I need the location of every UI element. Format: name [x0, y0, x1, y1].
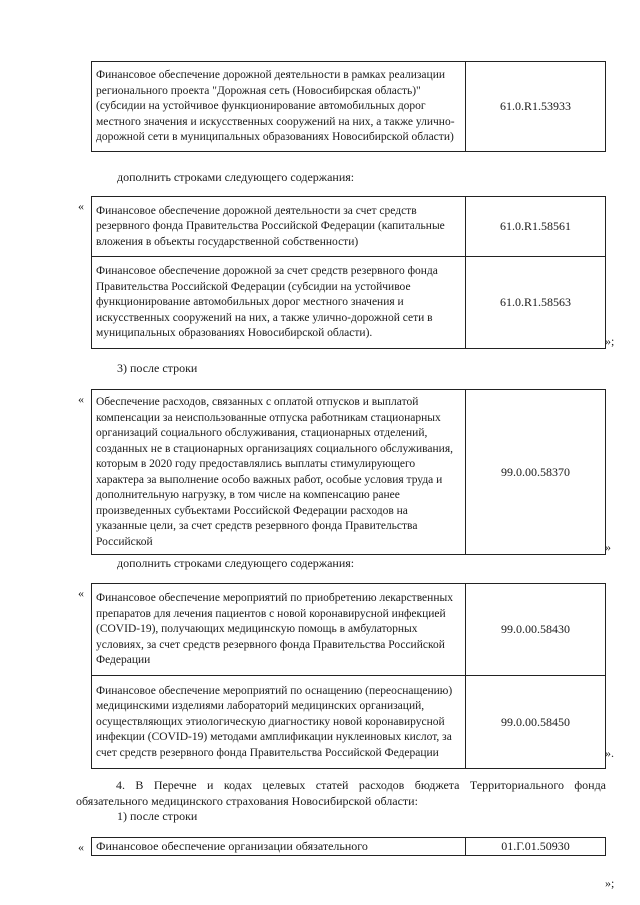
row-code: 99.0.00.58370 [466, 390, 606, 555]
row-description: Финансовое обеспечение мероприятий по приобретению лекарственных препаратов для лечения пациентов с новой коронавирусной инфекцией (COVID-19), получающих медицинскую помощь в амбулаторных условиях, за счет средств резервного фонда Правительства Российской Федерации [92, 584, 466, 676]
row-description: Обеспечение расходов, связанных с оплатой отпусков и выплатой компенсации за неиспользованные отпуска работникам стационарных организаций социального обслуживания, стационарных отделений, созданных не в стационарных организациях социального обслуживания, которым в 2020 году предоставлялись выплаты стимулирующего характера за выполнение особо важных работ, особые условия труда и дополнительную нагрузку, в том числе на компенсацию ранее произведенных субъектами Российской Федерации расходов на указанные цели, за счет средств резервного фонда Правительства Российской [92, 390, 466, 555]
row-code: 61.0.R1.58561 [466, 197, 606, 257]
row-code: 99.0.00.58430 [466, 584, 606, 676]
row-code: 99.0.00.58450 [466, 676, 606, 769]
table-row [92, 584, 606, 676]
row-description: Финансовое обеспечение мероприятий по оснащению (переоснащению) медицинскими изделиями лабораторий медицинских организаций, осуществляющих этиологическую диагностику новой коронавирусной инфекции (COVID-19) методами амплификации нуклеиновых кислот, за счет средств резервного фонда Правительства Российской Федерации [92, 676, 466, 769]
close-mark: » [605, 540, 611, 554]
table-row [92, 62, 606, 152]
open-quote: « [78, 586, 84, 600]
row-code: 61.0.R1.53933 [466, 62, 606, 152]
row-description: Финансовое обеспечение дорожной деятельности в рамках реализации регионального проекта "Дорожная сеть (Новосибирская область)" (субсидии на устойчивое функционирование автомобильных дорог местного значения и искусственных сооружений на них, а также улично-дорожной сети в муниципальных образованиях Новосибирской области) [92, 62, 466, 152]
open-quote: « [78, 840, 84, 854]
table-3 [91, 389, 606, 555]
table-row [92, 390, 606, 555]
row-description: Финансовое обеспечение организации обязательного [92, 838, 466, 856]
table-1 [91, 61, 606, 152]
row-description: Финансовое обеспечение дорожной за счет средств резервного фонда Правительства Российской Федерации (субсидии на устойчивое функционирование автомобильных дорог местного значения и искусственных сооружений на них, а также улично-дорожной сети в муниципальных образованиях Новосибирской области). [92, 257, 466, 349]
row-code: 01.Г.01.50930 [466, 838, 606, 856]
open-quote: « [78, 199, 84, 213]
open-quote: « [78, 392, 84, 406]
table-row [92, 197, 606, 257]
close-mark: »; [605, 334, 615, 348]
row-description: Финансовое обеспечение дорожной деятельности за счет средств резервного фонда Правительства Российской Федерации (капитальные вложения в объекты государственной собственности) [92, 197, 466, 257]
close-mark: »; [605, 876, 615, 890]
table-5 [91, 837, 606, 856]
after-row-text-3: 3) после строки [117, 361, 198, 375]
table-4 [91, 583, 606, 769]
close-mark: ». [605, 746, 614, 760]
after-row-text-1: 1) после строки [117, 809, 198, 823]
table-row [92, 676, 606, 769]
add-rows-text-2: дополнить строками следующего содержания: [117, 556, 355, 570]
row-code: 61.0.R1.58563 [466, 257, 606, 349]
add-rows-text-1: дополнить строками следующего содержания: [117, 170, 355, 184]
paragraph-4: 4. В Перечне и кодах целевых статей расходов бюджета Территориального фонда обязательного медицинского страхования Новосибирской области: [76, 778, 606, 808]
table-row [92, 838, 606, 856]
table-row [92, 257, 606, 349]
table-2 [91, 196, 606, 349]
